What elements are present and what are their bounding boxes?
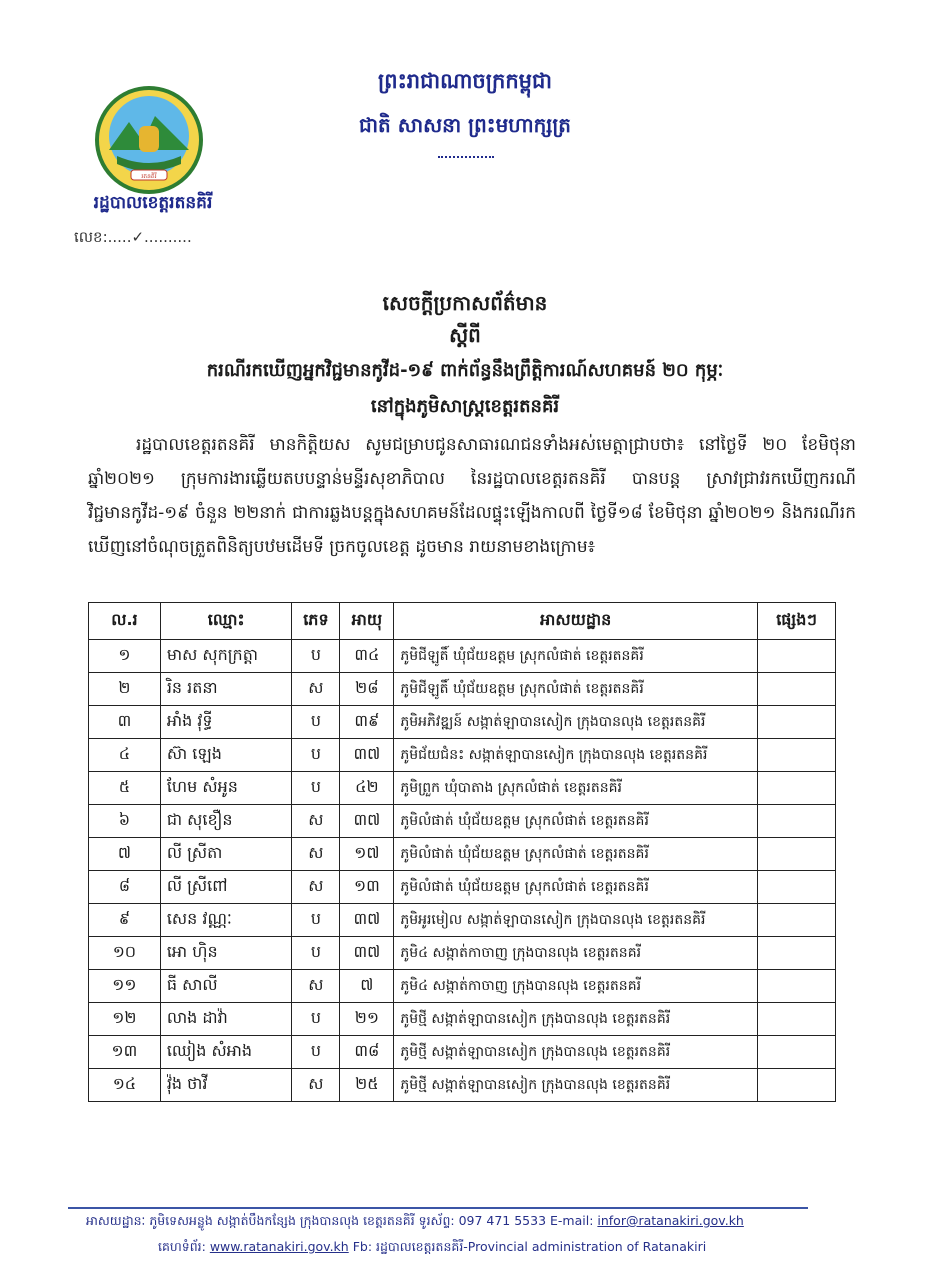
table-row	[89, 1003, 836, 1036]
cell-address: ភូមិព្រួក ឃុំបាតាង ស្រុកលំផាត់ ខេត្តរតនគិរី	[394, 772, 758, 805]
cell-other	[758, 739, 836, 772]
cell-no: ៣	[89, 706, 161, 739]
cell-age: ៣៧	[340, 904, 394, 937]
cell-other	[758, 937, 836, 970]
table-header-row	[89, 603, 836, 640]
cell-sex: ប	[292, 772, 340, 805]
cell-no: ១១	[89, 970, 161, 1003]
cell-other	[758, 904, 836, 937]
cell-no: ៥	[89, 772, 161, 805]
table-row	[89, 772, 836, 805]
cell-other	[758, 1003, 836, 1036]
cell-sex: ស	[292, 1069, 340, 1102]
cell-age: ៣៧	[340, 805, 394, 838]
cell-sex: ប	[292, 640, 340, 673]
cell-sex: ប	[292, 706, 340, 739]
cases-table	[88, 602, 836, 1102]
cell-sex: ស	[292, 871, 340, 904]
table-row	[89, 838, 836, 871]
cell-address: ភូមិអូរមៀល សង្កាត់ឡាបានសៀក ក្រុងបានលុង ខេត្តរតនគិរី	[394, 904, 758, 937]
table-row	[89, 673, 836, 706]
cell-name: លី ស្រីពៅ	[160, 871, 292, 904]
cell-name: ស៊ា ឡេង	[160, 739, 292, 772]
document-subject: ករណីរកឃើញអ្នកវិជ្ជមានកូវីដ-១៩ ពាក់ព័ន្ធនឹងព្រឹត្តិការណ៍សហគមន៍ ២០ កុម្ភៈ	[206, 360, 724, 381]
table-row	[89, 706, 836, 739]
issuing-authority: រដ្ឋបាលខេត្តរតនគិរី	[93, 193, 213, 213]
cell-address: ភូមិថ្មី សង្កាត់ឡាបានសៀក ក្រុងបានលុង ខេត្តរតនគិរី	[394, 1003, 758, 1036]
table-row	[89, 739, 836, 772]
footer-website-link[interactable]: www.ratanakiri.gov.kh	[209, 1239, 349, 1254]
cell-age: ៣៨	[340, 1036, 394, 1069]
seal-label: រតនគិរី	[141, 173, 157, 180]
document-subject-label: ស្តីពី	[449, 323, 481, 347]
footer-web	[158, 1239, 858, 1258]
cell-other	[758, 772, 836, 805]
footer-address: អាសយដ្ឋានៈ ភូមិទេសអន្លូង សង្កាត់បឹងកន្សែង ក្រុងបានលុង ខេត្តរតនគិរី ទូរស័ព្ទ: 097 471 5533 E-mail:	[86, 1213, 598, 1228]
cell-other	[758, 640, 836, 673]
cell-no: ៨	[89, 871, 161, 904]
cell-no: ២	[89, 673, 161, 706]
cell-name: លាង ដាវ៉ា	[160, 1003, 292, 1036]
cell-other	[758, 1069, 836, 1102]
cell-name: ធី សាលី	[160, 970, 292, 1003]
cell-age: ៤២	[340, 772, 394, 805]
cell-other	[758, 1036, 836, 1069]
cell-sex: ប	[292, 739, 340, 772]
footer-website-label: គេហទំព័រ:	[158, 1239, 210, 1254]
reference-number: លេខ:.....✓..........	[74, 228, 192, 246]
national-motto: ជាតិ សាសនា ព្រះមហាក្សត្រ	[359, 113, 571, 137]
footer-email-link[interactable]: infor@ratanakiri.gov.kh	[597, 1213, 744, 1228]
cell-sex: ស	[292, 673, 340, 706]
cell-name: វ៉ុង ថាវី	[160, 1069, 292, 1102]
cell-age: ៣៧	[340, 937, 394, 970]
cell-address: ភូមិ៤ សង្កាត់កាចាញ ក្រុងបានលុង ខេត្តរតនគរី	[394, 970, 758, 1003]
header-name: ឈ្មោះ	[160, 603, 292, 640]
cell-address: ភូមិថ្មី សង្កាត់ឡាបានសៀក ក្រុងបានលុង ខេត្តរតនគិរី	[394, 1036, 758, 1069]
cell-no: ៦	[89, 805, 161, 838]
cell-name: ជា សុខឿន	[160, 805, 292, 838]
cell-no: ១២	[89, 1003, 161, 1036]
cell-name: មាស សុកក្រត្តា	[160, 640, 292, 673]
table-row	[89, 1069, 836, 1102]
cell-sex: ប	[292, 1036, 340, 1069]
cell-address: ភូមិជ័យជំនះ សង្កាត់ឡាបានសៀក ក្រុងបានលុង ខេត្តរតនគិរី	[394, 739, 758, 772]
cell-age: ៣៩	[340, 706, 394, 739]
cell-name: ហែម សំអូន	[160, 772, 292, 805]
cell-sex: ស	[292, 970, 340, 1003]
cell-name: អោ ហ៊ិន	[160, 937, 292, 970]
cell-sex: ប	[292, 937, 340, 970]
cell-other	[758, 706, 836, 739]
cell-no: ១៤	[89, 1069, 161, 1102]
cell-no: ១០	[89, 937, 161, 970]
cell-sex: ស	[292, 805, 340, 838]
header-other: ផ្សេងៗ	[758, 603, 836, 640]
cell-address: ភូមិលំផាត់ ឃុំជ័យឧត្តម ស្រុកលំផាត់ ខេត្តរតនគិរី	[394, 871, 758, 904]
cell-age: ១៣	[340, 871, 394, 904]
footer-contact	[86, 1213, 846, 1232]
cell-sex: ប	[292, 1003, 340, 1036]
provincial-seal-icon	[95, 86, 203, 194]
cell-no: ៤	[89, 739, 161, 772]
cell-address: ភូមិលំផាត់ ឃុំជ័យឧត្តម ស្រុកលំផាត់ ខេត្តរតនគិរី	[394, 838, 758, 871]
cell-no: ៩	[89, 904, 161, 937]
cell-age: ២៥	[340, 1069, 394, 1102]
cell-address: ភូមិលំផាត់ ឃុំជ័យឧត្តម ស្រុកលំផាត់ ខេត្តរតនគិរី	[394, 805, 758, 838]
body-paragraph: រដ្ឋបាលខេត្តរតនគិរី មានកិត្តិយស សូមជម្រាបជូនសាធារណជនទាំងអស់មេត្តាជ្រាបថា៖ នៅថ្ងៃទី ២០ ខែមិថុនា ឆ្នាំ២០២១ ក្រុមការងារឆ្លើយតបបន្ទាន់មន្ទីរសុខាភិបាល នៃរដ្ឋបាលខេត្តរតនគិរី បានបន្ត ស្រាវជ្រាវរកឃើញករណីវិជ្ជមានកូវីដ-១៩ ចំនួន ២២នាក់ ជាការឆ្លងបន្តក្នុងសហគមន៍ដែលផ្ទុះឡើងកាលពី ថ្ងៃទី១៨ ខែមិថុនា ឆ្នាំ២០២១ និងករណីរកឃើញនៅចំណុចត្រួតពិនិត្យបឋមដើមទី ច្រកចូលខេត្ត ដូចមាន រាយនាមខាងក្រោម៖	[88, 435, 856, 557]
table-row	[89, 904, 836, 937]
cell-other	[758, 805, 836, 838]
cell-age: ២៨	[340, 673, 394, 706]
cell-no: ៧	[89, 838, 161, 871]
cell-name: រិន រតនា	[160, 673, 292, 706]
cell-other	[758, 838, 836, 871]
table-row	[89, 805, 836, 838]
table-row	[89, 970, 836, 1003]
cell-sex: ស	[292, 838, 340, 871]
footer-facebook: Fb: រដ្ឋបាលខេត្តរតនគិរី-Provincial administration of Ratanakiri	[348, 1239, 707, 1254]
motto-ornament	[438, 156, 494, 158]
cell-other	[758, 871, 836, 904]
cell-other	[758, 970, 836, 1003]
header-age: អាយុ	[340, 603, 394, 640]
cell-address: ភូមិ៤ សង្កាត់កាចាញ ក្រុងបានលុង ខេត្តរតនគរី	[394, 937, 758, 970]
cell-other	[758, 673, 836, 706]
kingdom-title: ព្រះរាជាណាចក្រកម្ពុជា	[377, 69, 552, 93]
table-row	[89, 937, 836, 970]
cell-name: អាំង វុទ្ធី	[160, 706, 292, 739]
header-sex: ភេទ	[292, 603, 340, 640]
cell-age: ៣៤	[340, 640, 394, 673]
cell-address: ភូមិជីឡូតិ៍ ឃុំជ័យឧត្តម ស្រុកលំផាត់ ខេត្តរតនគិរី	[394, 673, 758, 706]
document-subject-location: នៅក្នុងភូមិសាស្ត្រខេត្តរតនគិរី	[370, 396, 560, 417]
cell-sex: ប	[292, 904, 340, 937]
cell-name: លី ស្រីតា	[160, 838, 292, 871]
footer-divider	[68, 1207, 808, 1209]
table-row	[89, 1036, 836, 1069]
cell-address: ភូមិអភិវឌ្ឍន៍ សង្កាត់ឡាបានសៀក ក្រុងបានលុង ខេត្តរតនគិរី	[394, 706, 758, 739]
cell-address: ភូមិថ្មី សង្កាត់ឡាបានសៀក ក្រុងបានលុង ខេត្តរតនគិរី	[394, 1069, 758, 1102]
cell-no: ១៣	[89, 1036, 161, 1069]
cell-no: ១	[89, 640, 161, 673]
table-row	[89, 640, 836, 673]
cell-name: ឈៀង សំអាង	[160, 1036, 292, 1069]
header-address: អាសយដ្ឋាន	[394, 603, 758, 640]
cell-name: សេន វណ្ណៈ	[160, 904, 292, 937]
cell-age: ៧	[340, 970, 394, 1003]
cell-age: ១៧	[340, 838, 394, 871]
cell-age: ៣៧	[340, 739, 394, 772]
cell-address: ភូមិជីឡូតិ៍ ឃុំជ័យឧត្តម ស្រុកលំផាត់ ខេត្តរតនគិរី	[394, 640, 758, 673]
document-title: សេចក្តីប្រកាសព័ត៌មាន	[382, 291, 548, 315]
cell-age: ២១	[340, 1003, 394, 1036]
table-row	[89, 871, 836, 904]
header-no: ល.រ	[89, 603, 161, 640]
